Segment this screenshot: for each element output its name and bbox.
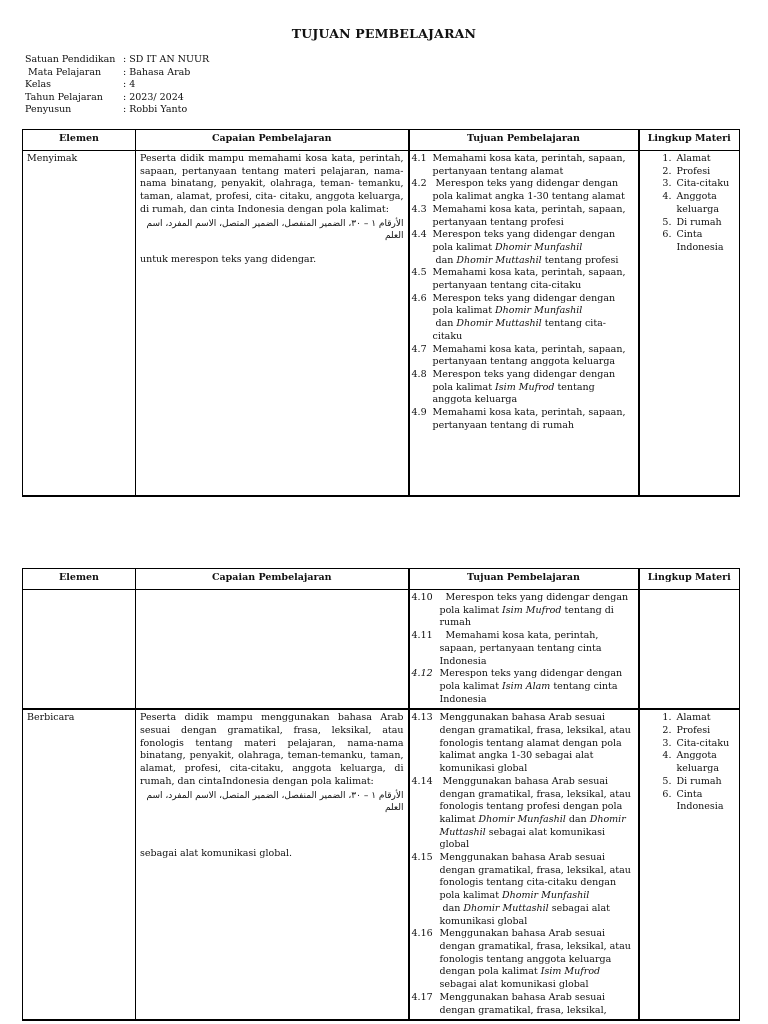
tujuan-item: 4.15 Menggunakan bahasa Arab sesuai dengan gramatikal, frasa, leksikal, atau fonologis tentang cita-citaku dengan pola kalimat Dhomir Munfashil dan Dhomir Muttashil sebagai alat komunikasi global xyxy=(411,852,631,927)
tujuan-item: 4.14 Menggunakan bahasa Arab sesuai dengan gramatikal, frasa, leksikal, atau fonologis tentang profesi dengan pola kalimat Dhomir Munfashil dan Dhomir Muttashil sebagai alat komunikasi global xyxy=(411,775,634,851)
capaian-end-text: sebagai alat komunikasi global. xyxy=(140,847,293,859)
meta-key: Tahun Pelajaran xyxy=(25,91,103,103)
tujuan-item: 4.2 Merespon teks yang didengar dengan pola kalimat angka 1-30 tentang alamat xyxy=(411,178,625,203)
tujuan-item: 4.4 Merespon teks yang didengar dengan pola kalimat Dhomir Munfashil dan Dhomir Muttashil tentang profesi xyxy=(411,229,619,266)
tujuan-item: 4.1 Memahami kosa kata, perintah, sapaan, pertanyaan tentang alamat xyxy=(411,153,626,177)
header-elemen: Elemen xyxy=(23,569,136,590)
tujuan-item: 4.11 Memahami kosa kata, perintah, sapaan, pertanyaan tentang cinta Indonesia xyxy=(411,630,605,667)
lingkup-list xyxy=(644,153,736,255)
elemen-cell: Berbicara xyxy=(23,709,136,1020)
tujuan-item: 4.9 Memahami kosa kata, perintah, sapaan, pertanyaan tentang di rumah xyxy=(411,407,626,431)
tujuan-cell xyxy=(409,590,639,710)
lingkup-cell xyxy=(639,590,740,710)
table-row xyxy=(23,151,740,496)
tujuan-item: 4.6 Merespon teks yang didengar dengan pola kalimat Dhomir Munfashil dan Dhomir Muttashil tentang cita-citaku xyxy=(411,292,616,342)
meta-row xyxy=(25,67,209,80)
arabic-pattern-text: الأرقام ١ – ٣٠، الضمير المنفصل، الضمير المتصل، الاسم المفرد، اسم العلم xyxy=(146,790,404,813)
tujuan-item: 4.10 Merespon teks yang didengar dengan pola kalimat Isim Mufrod tentang di rumah xyxy=(411,592,632,629)
meta-key: Penyusun xyxy=(25,104,72,116)
meta-key: Satuan Pendidikan xyxy=(25,54,116,65)
header-capaian: Capaian Pembelajaran xyxy=(136,130,409,151)
list-item: 3. Cita-citaku xyxy=(675,738,736,751)
tujuan-item: 4.8 Merespon teks yang didengar dengan pola kalimat Isim Mufrod tentang anggota keluarga xyxy=(411,368,616,406)
elemen-cell xyxy=(23,590,136,710)
capaian-end-text: untuk merespon teks yang didengar. xyxy=(140,253,317,265)
list-item: 6. Cinta Indonesia xyxy=(675,229,736,254)
header-tujuan: Tujuan Pembelajaran xyxy=(409,130,639,151)
learning-objectives-table-2 xyxy=(22,568,740,1021)
tujuan-item: 4.5 Memahami kosa kata, perintah, sapaan, pertanyaan tentang cita-citaku xyxy=(411,267,626,292)
lingkup-cell xyxy=(639,151,740,496)
lingkup-list xyxy=(644,712,736,814)
meta-value: : Robbi Yanto xyxy=(123,104,188,116)
list-item: 5. Di rumah xyxy=(675,217,736,230)
arabic-pattern-text: الأرقام ١ – ٣٠، الضمير المنفصل، الضمير المتصل، الاسم المفرد، اسم العلم xyxy=(146,218,404,241)
list-item: 5. Di rumah xyxy=(675,776,736,789)
meta-key: Mata Pelajaran xyxy=(25,66,102,78)
meta-value: : 4 xyxy=(123,79,136,91)
meta-info xyxy=(25,54,209,117)
lingkup-cell xyxy=(639,709,740,1020)
meta-value: : SD IT AN NUUR xyxy=(123,54,210,65)
meta-key: Kelas xyxy=(25,79,52,91)
list-item: 6. Cinta Indonesia xyxy=(675,789,736,814)
capaian-text: Peserta didik mampu memahami kosa kata, perintah, sapaan, pertanyaan tentang materi pelajaran, nama-nama binatang, penyakit, olahraga, teman- temanku, taman, alamat, profesi, cita- citaku, anggota keluarga, di rumah, dan cinta Indonesia dengan pola kalimat: xyxy=(140,153,404,215)
list-item: 1. Alamat xyxy=(675,153,736,166)
meta-row xyxy=(25,92,209,105)
capaian-cell xyxy=(136,590,409,710)
tujuan-item: 4.17 Menggunakan bahasa Arab sesuai dengan gramatikal, frasa, leksikal, xyxy=(411,991,607,1016)
tujuan-item: 4.16 Menggunakan bahasa Arab sesuai dengan gramatikal, frasa, leksikal, atau fonologis tentang anggota keluarga dengan pola kalimat Isim Mufrod sebagai alat komunikasi global xyxy=(411,928,631,991)
header-lingkup: Lingkup Materi xyxy=(639,130,740,151)
header-elemen: Elemen xyxy=(23,130,136,151)
capaian-cell xyxy=(136,151,409,496)
tujuan-item: 4.3 Memahami kosa kata, perintah, sapaan, pertanyaan tentang profesi xyxy=(411,203,626,228)
meta-value: : 2023/ 2024 xyxy=(123,91,184,103)
meta-value: : Bahasa Arab xyxy=(123,66,191,78)
list-item: 4. Anggota keluarga xyxy=(675,750,736,775)
meta-row xyxy=(25,54,209,67)
list-item: 3. Cita-citaku xyxy=(675,178,736,191)
table-row xyxy=(23,590,740,710)
list-item: 2. Profesi xyxy=(675,166,736,179)
header-lingkup: Lingkup Materi xyxy=(639,569,740,590)
table-row xyxy=(23,709,740,1020)
page-title: TUJUAN PEMBELAJARAN xyxy=(291,26,477,41)
meta-row xyxy=(25,79,209,92)
tujuan-cell xyxy=(409,709,639,1020)
list-item: 4. Anggota keluarga xyxy=(675,191,736,216)
header-capaian: Capaian Pembelajaran xyxy=(136,569,409,590)
tujuan-item: 4.7 Memahami kosa kata, perintah, sapaan, pertanyaan tentang anggota keluarga xyxy=(411,343,626,368)
table-header-row xyxy=(23,130,740,151)
header-tujuan: Tujuan Pembelajaran xyxy=(409,569,639,590)
tujuan-item: 4.13 Menggunakan bahasa Arab sesuai dengan gramatikal, frasa, leksikal, atau fonologis tentang alamat dengan pola kalimat angka 1-30 sebagai alat komunikasi global xyxy=(411,712,631,775)
elemen-cell: Menyimak xyxy=(23,151,136,496)
list-item: 2. Profesi xyxy=(675,725,736,738)
tujuan-cell xyxy=(409,151,639,496)
learning-objectives-table-1 xyxy=(22,129,740,497)
list-item: 1. Alamat xyxy=(675,712,736,725)
meta-row xyxy=(25,104,209,117)
table-header-row xyxy=(23,569,740,590)
capaian-text: Peserta didik mampu menggunakan bahasa Arab sesuai dengan gramatikal, frasa, leksikal, atau fonologis tentang materi pelajaran, nama-nama binatang, penyakit, olahraga, teman-temanku, taman, alamat, profesi, cita-citaku, anggota keluarga, di rumah, dan cintaIndonesia dengan pola kalimat: xyxy=(140,712,404,787)
capaian-cell xyxy=(136,709,409,1020)
tujuan-item: 4.12 Merespon teks yang didengar dengan pola kalimat Isim Alam tentang cinta Indonesia xyxy=(411,668,623,705)
